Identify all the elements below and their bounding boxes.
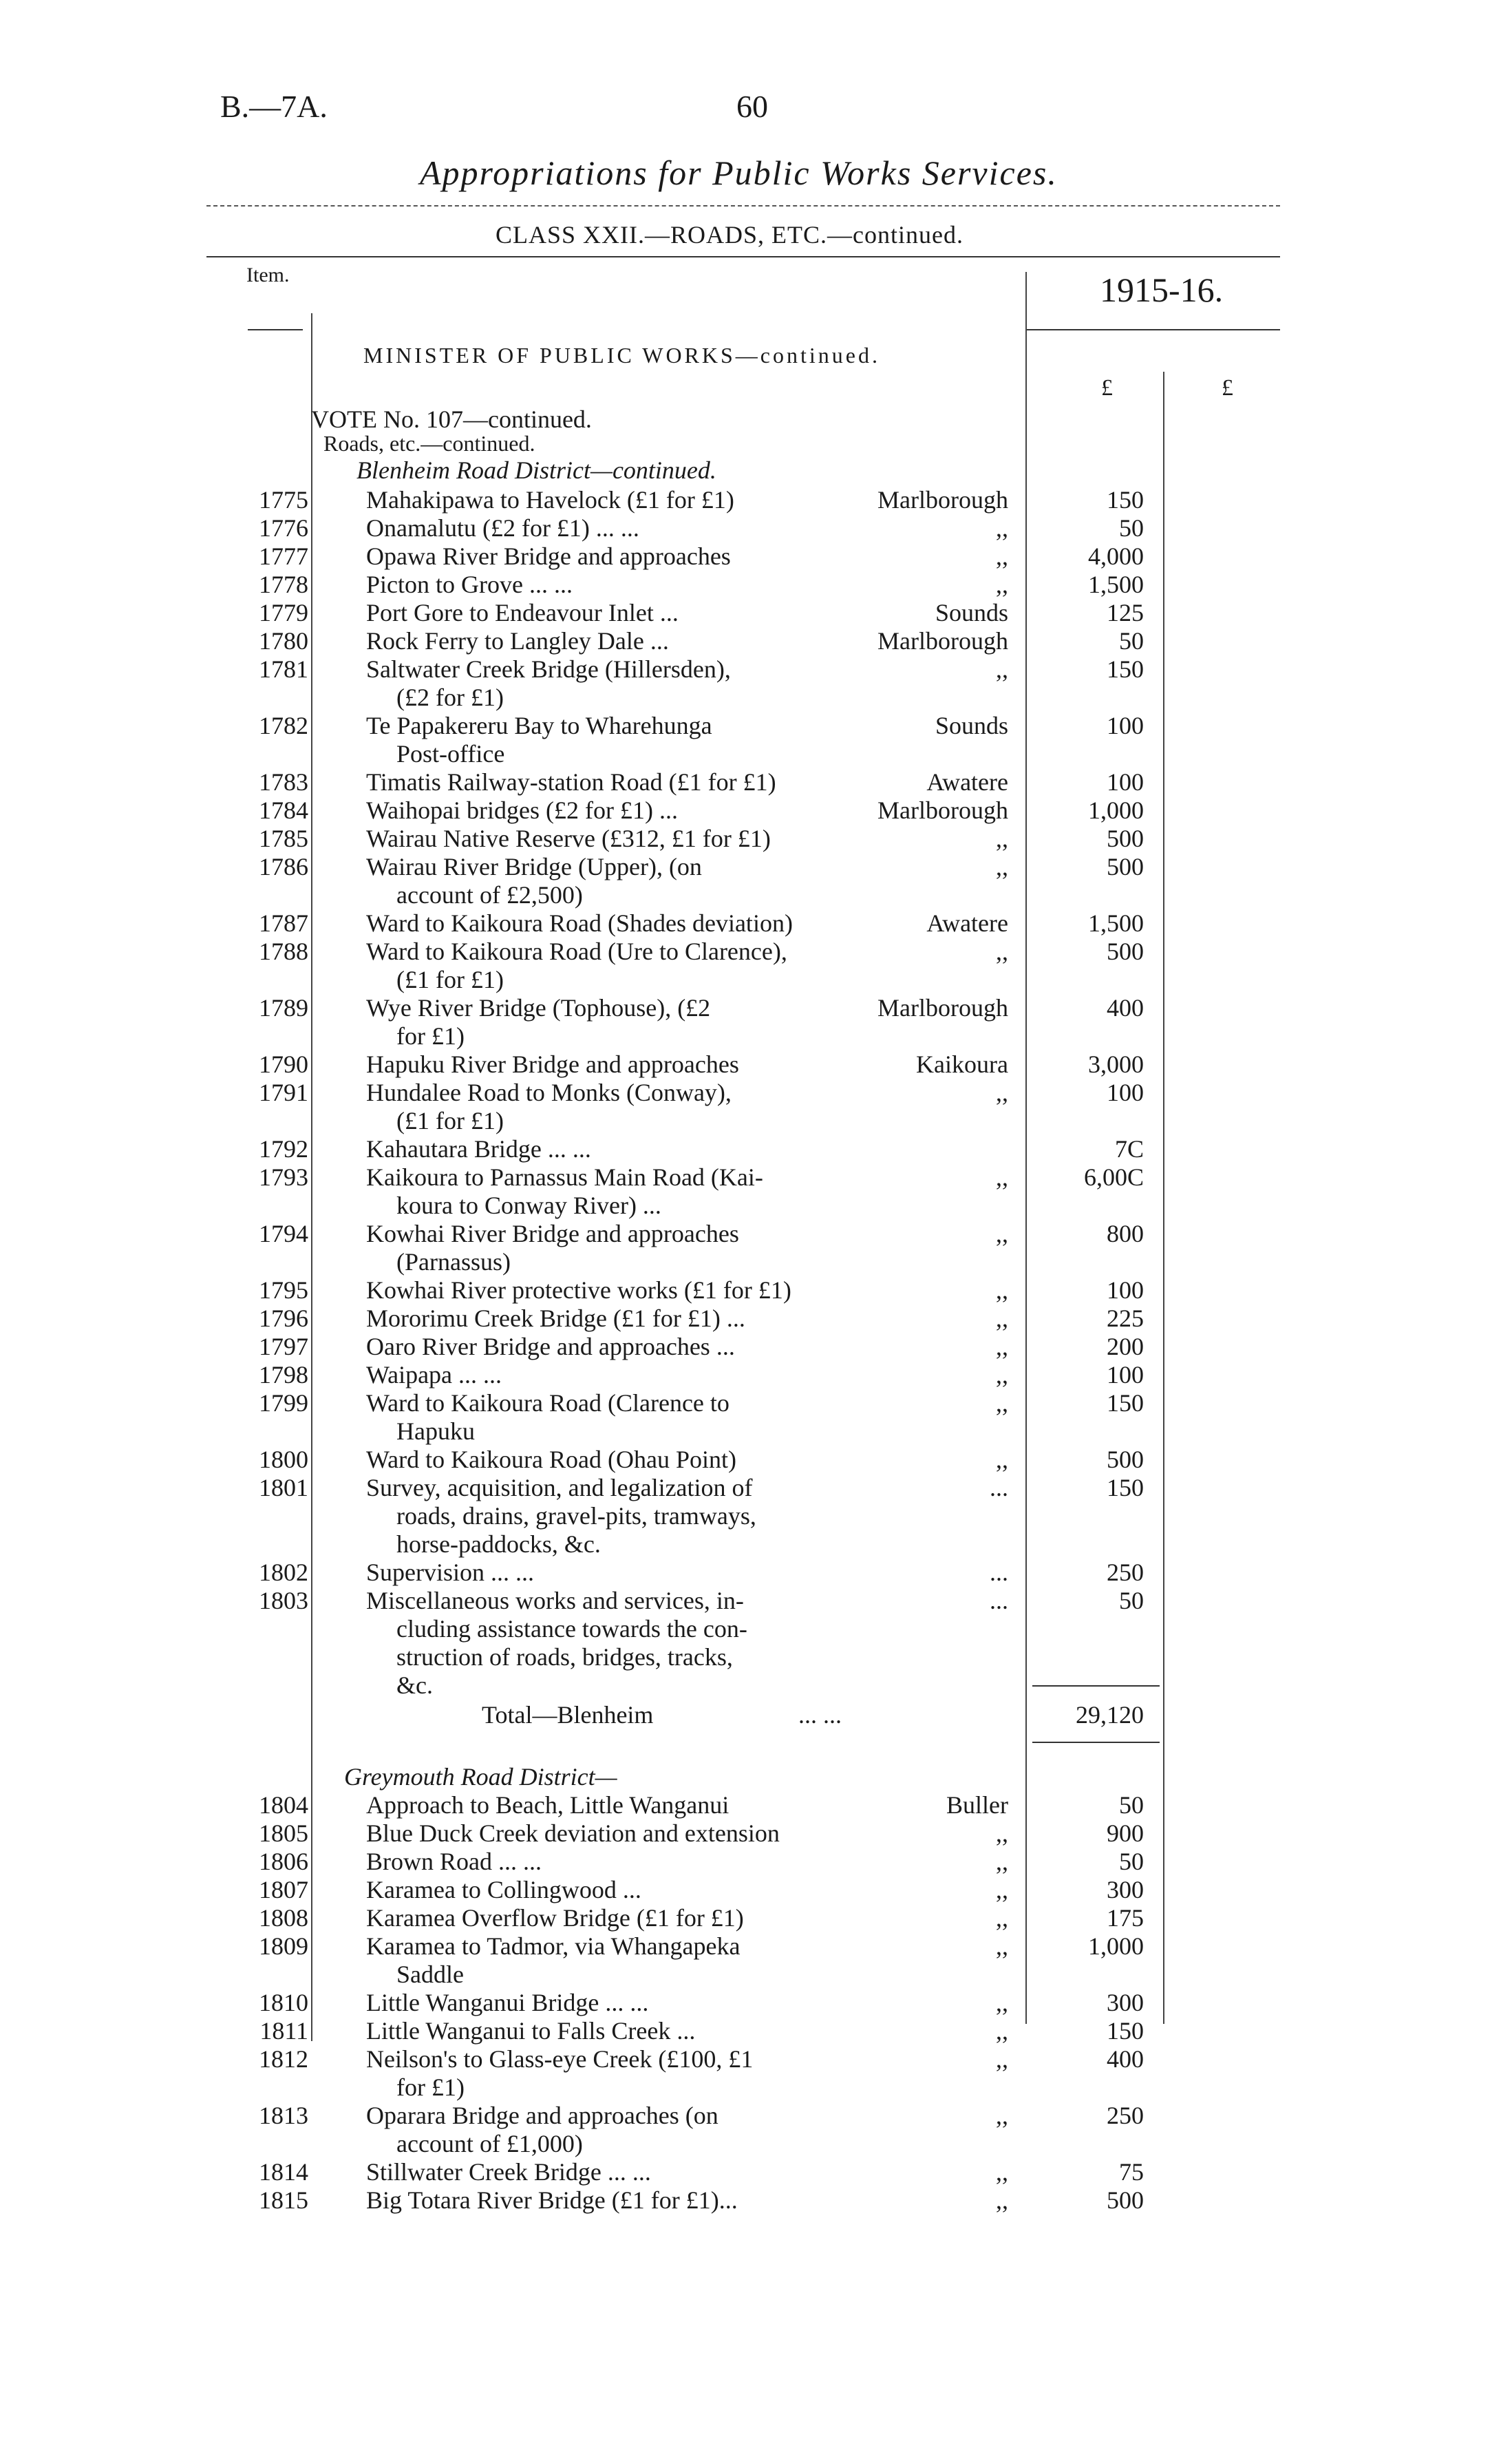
item-number: 1791 bbox=[259, 1079, 308, 1106]
item-amount: 125 bbox=[1107, 599, 1144, 626]
item-amount: 1,000 bbox=[1088, 796, 1144, 824]
item-electoral-district: Marlborough bbox=[877, 486, 1008, 514]
item-amount: 150 bbox=[1107, 1389, 1144, 1417]
item-description-line: Opawa River Bridge and approaches bbox=[366, 542, 731, 570]
item-number: 1789 bbox=[259, 994, 308, 1022]
item-description-line: Waipapa ... ... bbox=[366, 1361, 502, 1389]
class-heading: CLASS XXII.—ROADS, ETC.—continued. bbox=[496, 221, 963, 249]
item-description-line: Ward to Kaikoura Road (Ohau Point) bbox=[366, 1446, 736, 1473]
item-amount: 500 bbox=[1107, 853, 1144, 880]
item-description-continuation: cluding assistance towards the con- bbox=[396, 1615, 747, 1643]
item-description-line: Blue Duck Creek deviation and extension bbox=[366, 1819, 780, 1847]
item-electoral-district: ,, bbox=[996, 542, 1008, 570]
item-number: 1785 bbox=[259, 825, 308, 852]
item-description bbox=[366, 1791, 875, 1819]
item-description-continuation: struction of roads, bridges, tracks, bbox=[396, 1643, 733, 1671]
item-electoral-district: Sounds bbox=[935, 599, 1008, 626]
item-description-line: Te Papakereru Bay to Wharehunga bbox=[366, 712, 712, 739]
item-amount: 100 bbox=[1107, 768, 1144, 796]
item-amount: 250 bbox=[1107, 1559, 1144, 1586]
item-amount: 4,000 bbox=[1088, 542, 1144, 570]
item-electoral-district: ,, bbox=[996, 2186, 1008, 2214]
item-electoral-district: ,, bbox=[996, 1989, 1008, 2016]
item-description-line: Kowhai River Bridge and approaches bbox=[366, 1220, 739, 1247]
item-description-line: Mororimu Creek Bridge (£1 for £1) ... bbox=[366, 1305, 745, 1332]
pound-symbol-column-2: £ bbox=[1222, 375, 1233, 401]
item-number: 1784 bbox=[259, 796, 308, 824]
item-description-line: Ward to Kaikoura Road (Shades deviation) bbox=[366, 909, 793, 937]
item-amount: 7C bbox=[1114, 1135, 1144, 1163]
item-number: 1790 bbox=[259, 1050, 308, 1078]
item-number: 1794 bbox=[259, 1220, 308, 1247]
item-number: 1775 bbox=[259, 486, 308, 514]
total-label: Total—Blenheim bbox=[482, 1701, 654, 1729]
minister-heading: MINISTER OF PUBLIC WORKS—continued. bbox=[363, 343, 880, 368]
item-electoral-district: ,, bbox=[996, 938, 1008, 965]
item-description-line: Karamea to Tadmor, via Whangapeka bbox=[366, 1932, 741, 1960]
item-amount: 50 bbox=[1119, 514, 1144, 542]
item-amount: 75 bbox=[1119, 2158, 1144, 2186]
item-electoral-district: ,, bbox=[996, 1220, 1008, 1247]
item-number: 1807 bbox=[259, 1876, 308, 1903]
item-amount: 1,500 bbox=[1088, 909, 1144, 937]
item-description-line: Rock Ferry to Langley Dale ... bbox=[366, 627, 669, 655]
item-amount: 3,000 bbox=[1088, 1050, 1144, 1078]
item-number: 1803 bbox=[259, 1587, 308, 1614]
item-number: 1810 bbox=[259, 1989, 308, 2016]
item-description-line: Wye River Bridge (Tophouse), (£2 bbox=[366, 994, 711, 1022]
item-electoral-district: ,, bbox=[996, 2017, 1008, 2045]
item-description-continuation: for £1) bbox=[396, 1022, 465, 1050]
item-number: 1796 bbox=[259, 1305, 308, 1332]
item-amount: 1,500 bbox=[1088, 571, 1144, 598]
vote-heading: VOTE No. 107—continued. bbox=[311, 405, 592, 433]
item-electoral-district: ,, bbox=[996, 2102, 1008, 2129]
item-number: 1802 bbox=[259, 1559, 308, 1586]
item-number: 1792 bbox=[259, 1135, 308, 1163]
item-amount: 150 bbox=[1107, 655, 1144, 683]
item-number: 1787 bbox=[259, 909, 308, 937]
item-amount: 150 bbox=[1107, 1474, 1144, 1501]
item-amount: 500 bbox=[1107, 2186, 1144, 2214]
item-number: 1779 bbox=[259, 599, 308, 626]
item-description bbox=[366, 1848, 875, 1876]
item-electoral-district: ,, bbox=[996, 1819, 1008, 1847]
item-description-continuation: Hapuku bbox=[396, 1417, 475, 1445]
item-description-continuation: Post-office bbox=[396, 740, 505, 768]
item-description-line: Onamalutu (£2 for £1) ... ... bbox=[366, 514, 639, 542]
item-description-continuation: Saddle bbox=[396, 1961, 464, 1988]
item-description-line: Neilson's to Glass-eye Creek (£100, £1 bbox=[366, 2045, 754, 2073]
item-description-continuation: account of £1,000) bbox=[396, 2130, 583, 2157]
item-description-line: Supervision ... ... bbox=[366, 1559, 535, 1586]
item-electoral-district: ,, bbox=[996, 1333, 1008, 1360]
item-description-line: Mahakipawa to Havelock (£1 for £1) bbox=[366, 486, 734, 514]
item-amount: 300 bbox=[1107, 1876, 1144, 1903]
item-number: 1786 bbox=[259, 853, 308, 880]
item-electoral-district: ... bbox=[990, 1474, 1008, 1501]
item-description-line: Ward to Kaikoura Road (Ure to Clarence), bbox=[366, 938, 787, 965]
item-amount: 150 bbox=[1107, 486, 1144, 514]
item-electoral-district: Marlborough bbox=[877, 796, 1008, 824]
item-electoral-district: ,, bbox=[996, 1876, 1008, 1903]
item-description-line: Wairau Native Reserve (£312, £1 for £1) bbox=[366, 825, 771, 852]
item-amount: 6,00C bbox=[1083, 1163, 1144, 1191]
item-number: 1781 bbox=[259, 655, 308, 683]
item-description-line: Brown Road ... ... bbox=[366, 1848, 542, 1875]
item-description-continuation: account of £2,500) bbox=[396, 881, 583, 909]
item-number: 1780 bbox=[259, 627, 308, 655]
item-description bbox=[366, 2045, 875, 2102]
item-amount: 50 bbox=[1119, 1848, 1144, 1875]
roads-subheading: Roads, etc.—continued. bbox=[323, 431, 535, 456]
item-description-line: Ward to Kaikoura Road (Clarence to bbox=[366, 1389, 730, 1417]
item-electoral-district: Awatere bbox=[926, 768, 1008, 796]
item-description-line: Timatis Railway-station Road (£1 for £1) bbox=[366, 768, 776, 796]
item-description-continuation: &c. bbox=[396, 1671, 433, 1699]
item-amount: 100 bbox=[1107, 712, 1144, 739]
item-number: 1813 bbox=[259, 2102, 308, 2129]
item-amount: 500 bbox=[1107, 825, 1144, 852]
item-description-line: Miscellaneous works and services, in- bbox=[366, 1587, 744, 1614]
item-description-line: Survey, acquisition, and legalization of bbox=[366, 1474, 753, 1501]
year-column-header: 1915-16. bbox=[1100, 271, 1224, 309]
item-description bbox=[366, 2158, 875, 2186]
item-description-line: Kahautara Bridge ... ... bbox=[366, 1135, 591, 1163]
item-number: 1788 bbox=[259, 938, 308, 965]
item-electoral-district: ,, bbox=[996, 1389, 1008, 1417]
item-description bbox=[366, 2017, 875, 2045]
item-amount: 50 bbox=[1119, 1791, 1144, 1819]
total-leader-dots: ... ... bbox=[798, 1701, 842, 1729]
item-number: 1782 bbox=[259, 712, 308, 739]
item-amount: 100 bbox=[1107, 1361, 1144, 1389]
item-description-continuation: (£2 for £1) bbox=[396, 684, 504, 711]
item-amount: 900 bbox=[1107, 1819, 1144, 1847]
item-electoral-district: ,, bbox=[996, 825, 1008, 852]
item-electoral-district: ,, bbox=[996, 514, 1008, 542]
item-amount: 500 bbox=[1107, 1446, 1144, 1473]
item-number: 1797 bbox=[259, 1333, 308, 1360]
item-description-line: Karamea Overflow Bridge (£1 for £1) bbox=[366, 1904, 744, 1932]
item-amount: 800 bbox=[1107, 1220, 1144, 1247]
item-description-line: Wairau River Bridge (Upper), (on bbox=[366, 853, 702, 880]
item-description-line: Oaro River Bridge and approaches ... bbox=[366, 1333, 735, 1360]
item-description-line: Waihopai bridges (£2 for £1) ... bbox=[366, 796, 678, 824]
item-description-line: Little Wanganui Bridge ... ... bbox=[366, 1989, 649, 2016]
item-electoral-district: Marlborough bbox=[877, 627, 1008, 655]
item-number: 1801 bbox=[259, 1474, 308, 1501]
blenheim-district-heading: Blenheim Road District—continued. bbox=[356, 456, 716, 484]
item-electoral-district: ,, bbox=[996, 655, 1008, 683]
item-electoral-district: ,, bbox=[996, 1163, 1008, 1191]
item-number: 1783 bbox=[259, 768, 308, 796]
item-description-continuation: koura to Conway River) ... bbox=[396, 1192, 661, 1219]
item-description-line: Approach to Beach, Little Wanganui bbox=[366, 1791, 730, 1819]
item-electoral-district: ,, bbox=[996, 1079, 1008, 1106]
item-description-line: Kaikoura to Parnassus Main Road (Kai- bbox=[366, 1163, 763, 1191]
item-description-continuation: for £1) bbox=[396, 2073, 465, 2101]
pound-symbol-column-1: £ bbox=[1101, 375, 1113, 401]
item-description-continuation: (£1 for £1) bbox=[396, 1107, 504, 1134]
item-description-line: Kowhai River protective works (£1 for £1) bbox=[366, 1276, 791, 1304]
item-electoral-district: ,, bbox=[996, 2045, 1008, 2073]
item-description bbox=[366, 1819, 875, 1848]
item-amount: 50 bbox=[1119, 627, 1144, 655]
item-description-line: Big Totara River Bridge (£1 for £1)... bbox=[366, 2186, 738, 2214]
item-description-continuation: horse-paddocks, &c. bbox=[396, 1530, 601, 1558]
item-description-line: Hundalee Road to Monks (Conway), bbox=[366, 1079, 732, 1106]
item-number: 1778 bbox=[259, 571, 308, 598]
item-amount: 1,000 bbox=[1088, 1932, 1144, 1960]
item-amount: 200 bbox=[1107, 1333, 1144, 1360]
item-number: 1814 bbox=[259, 2158, 308, 2186]
item-description-line: Picton to Grove ... ... bbox=[366, 571, 573, 598]
item-electoral-district: ,, bbox=[996, 1276, 1008, 1304]
item-description bbox=[366, 2102, 875, 2158]
item-description-line: Saltwater Creek Bridge (Hillersden), bbox=[366, 655, 731, 683]
item-electoral-district: ,, bbox=[996, 1446, 1008, 1473]
item-electoral-district: ,, bbox=[996, 1904, 1008, 1932]
item-column-header: Item. bbox=[246, 264, 290, 286]
item-amount: 300 bbox=[1107, 1989, 1144, 2016]
item-amount: 225 bbox=[1107, 1305, 1144, 1332]
item-number: 1804 bbox=[259, 1791, 308, 1819]
item-amount: 100 bbox=[1107, 1276, 1144, 1304]
item-electoral-district: ,, bbox=[996, 1361, 1008, 1389]
item-description-line: Oparara Bridge and approaches (on bbox=[366, 2102, 718, 2129]
item-description-line: Port Gore to Endeavour Inlet ... bbox=[366, 599, 679, 626]
item-number: 1811 bbox=[259, 2017, 308, 2045]
item-description-line: Stillwater Creek Bridge ... ... bbox=[366, 2158, 651, 2186]
item-description bbox=[366, 2186, 875, 2215]
item-description bbox=[366, 1904, 875, 1932]
item-description-line: Karamea to Collingwood ... bbox=[366, 1876, 641, 1903]
item-description-continuation: (Parnassus) bbox=[396, 1248, 511, 1276]
total-amount: 29,120 bbox=[1076, 1701, 1144, 1729]
page-title: Appropriations for Public Works Services. bbox=[420, 154, 1058, 192]
item-amount: 100 bbox=[1107, 1079, 1144, 1106]
item-number: 1812 bbox=[259, 2045, 308, 2073]
item-electoral-district: ,, bbox=[996, 853, 1008, 880]
greymouth-district-heading: Greymouth Road District— bbox=[344, 1763, 617, 1791]
item-amount: 50 bbox=[1119, 1587, 1144, 1614]
item-number: 1800 bbox=[259, 1446, 308, 1473]
document-reference: B.—7A. bbox=[220, 89, 328, 124]
item-electoral-district: ,, bbox=[996, 1848, 1008, 1875]
item-description bbox=[366, 1932, 875, 1989]
item-number: 1798 bbox=[259, 1361, 308, 1389]
item-amount: 150 bbox=[1107, 2017, 1144, 2045]
item-electoral-district: Awatere bbox=[926, 909, 1008, 937]
item-amount: 500 bbox=[1107, 938, 1144, 965]
item-number: 1815 bbox=[259, 2186, 308, 2214]
item-description bbox=[366, 1876, 875, 1904]
item-description-continuation: (£1 for £1) bbox=[396, 966, 504, 993]
item-description bbox=[366, 1989, 875, 2017]
item-amount: 400 bbox=[1107, 2045, 1144, 2073]
item-number: 1793 bbox=[259, 1163, 308, 1191]
item-electoral-district: Buller bbox=[946, 1791, 1008, 1819]
item-electoral-district: ,, bbox=[996, 1932, 1008, 1960]
item-number: 1805 bbox=[259, 1819, 308, 1847]
page-number: 60 bbox=[736, 89, 768, 124]
item-electoral-district: ,, bbox=[996, 1305, 1008, 1332]
item-electoral-district: ,, bbox=[996, 2158, 1008, 2186]
item-description-line: Hapuku River Bridge and approaches bbox=[366, 1050, 739, 1078]
item-electoral-district: ... bbox=[990, 1559, 1008, 1586]
item-number: 1806 bbox=[259, 1848, 308, 1875]
item-number: 1795 bbox=[259, 1276, 308, 1304]
item-electoral-district: ,, bbox=[996, 571, 1008, 598]
item-number: 1809 bbox=[259, 1932, 308, 1960]
item-amount: 175 bbox=[1107, 1904, 1144, 1932]
item-number: 1777 bbox=[259, 542, 308, 570]
item-electoral-district: Sounds bbox=[935, 712, 1008, 739]
item-description-line: Little Wanganui to Falls Creek ... bbox=[366, 2017, 696, 2045]
item-description-continuation: roads, drains, gravel-pits, tramways, bbox=[396, 1502, 756, 1530]
item-number: 1808 bbox=[259, 1904, 308, 1932]
item-electoral-district: Kaikoura bbox=[916, 1050, 1008, 1078]
item-amount: 250 bbox=[1107, 2102, 1144, 2129]
item-number: 1776 bbox=[259, 514, 308, 542]
item-number: 1799 bbox=[259, 1389, 308, 1417]
item-amount: 400 bbox=[1107, 994, 1144, 1022]
item-electoral-district: ... bbox=[990, 1587, 1008, 1614]
item-electoral-district: Marlborough bbox=[877, 994, 1008, 1022]
